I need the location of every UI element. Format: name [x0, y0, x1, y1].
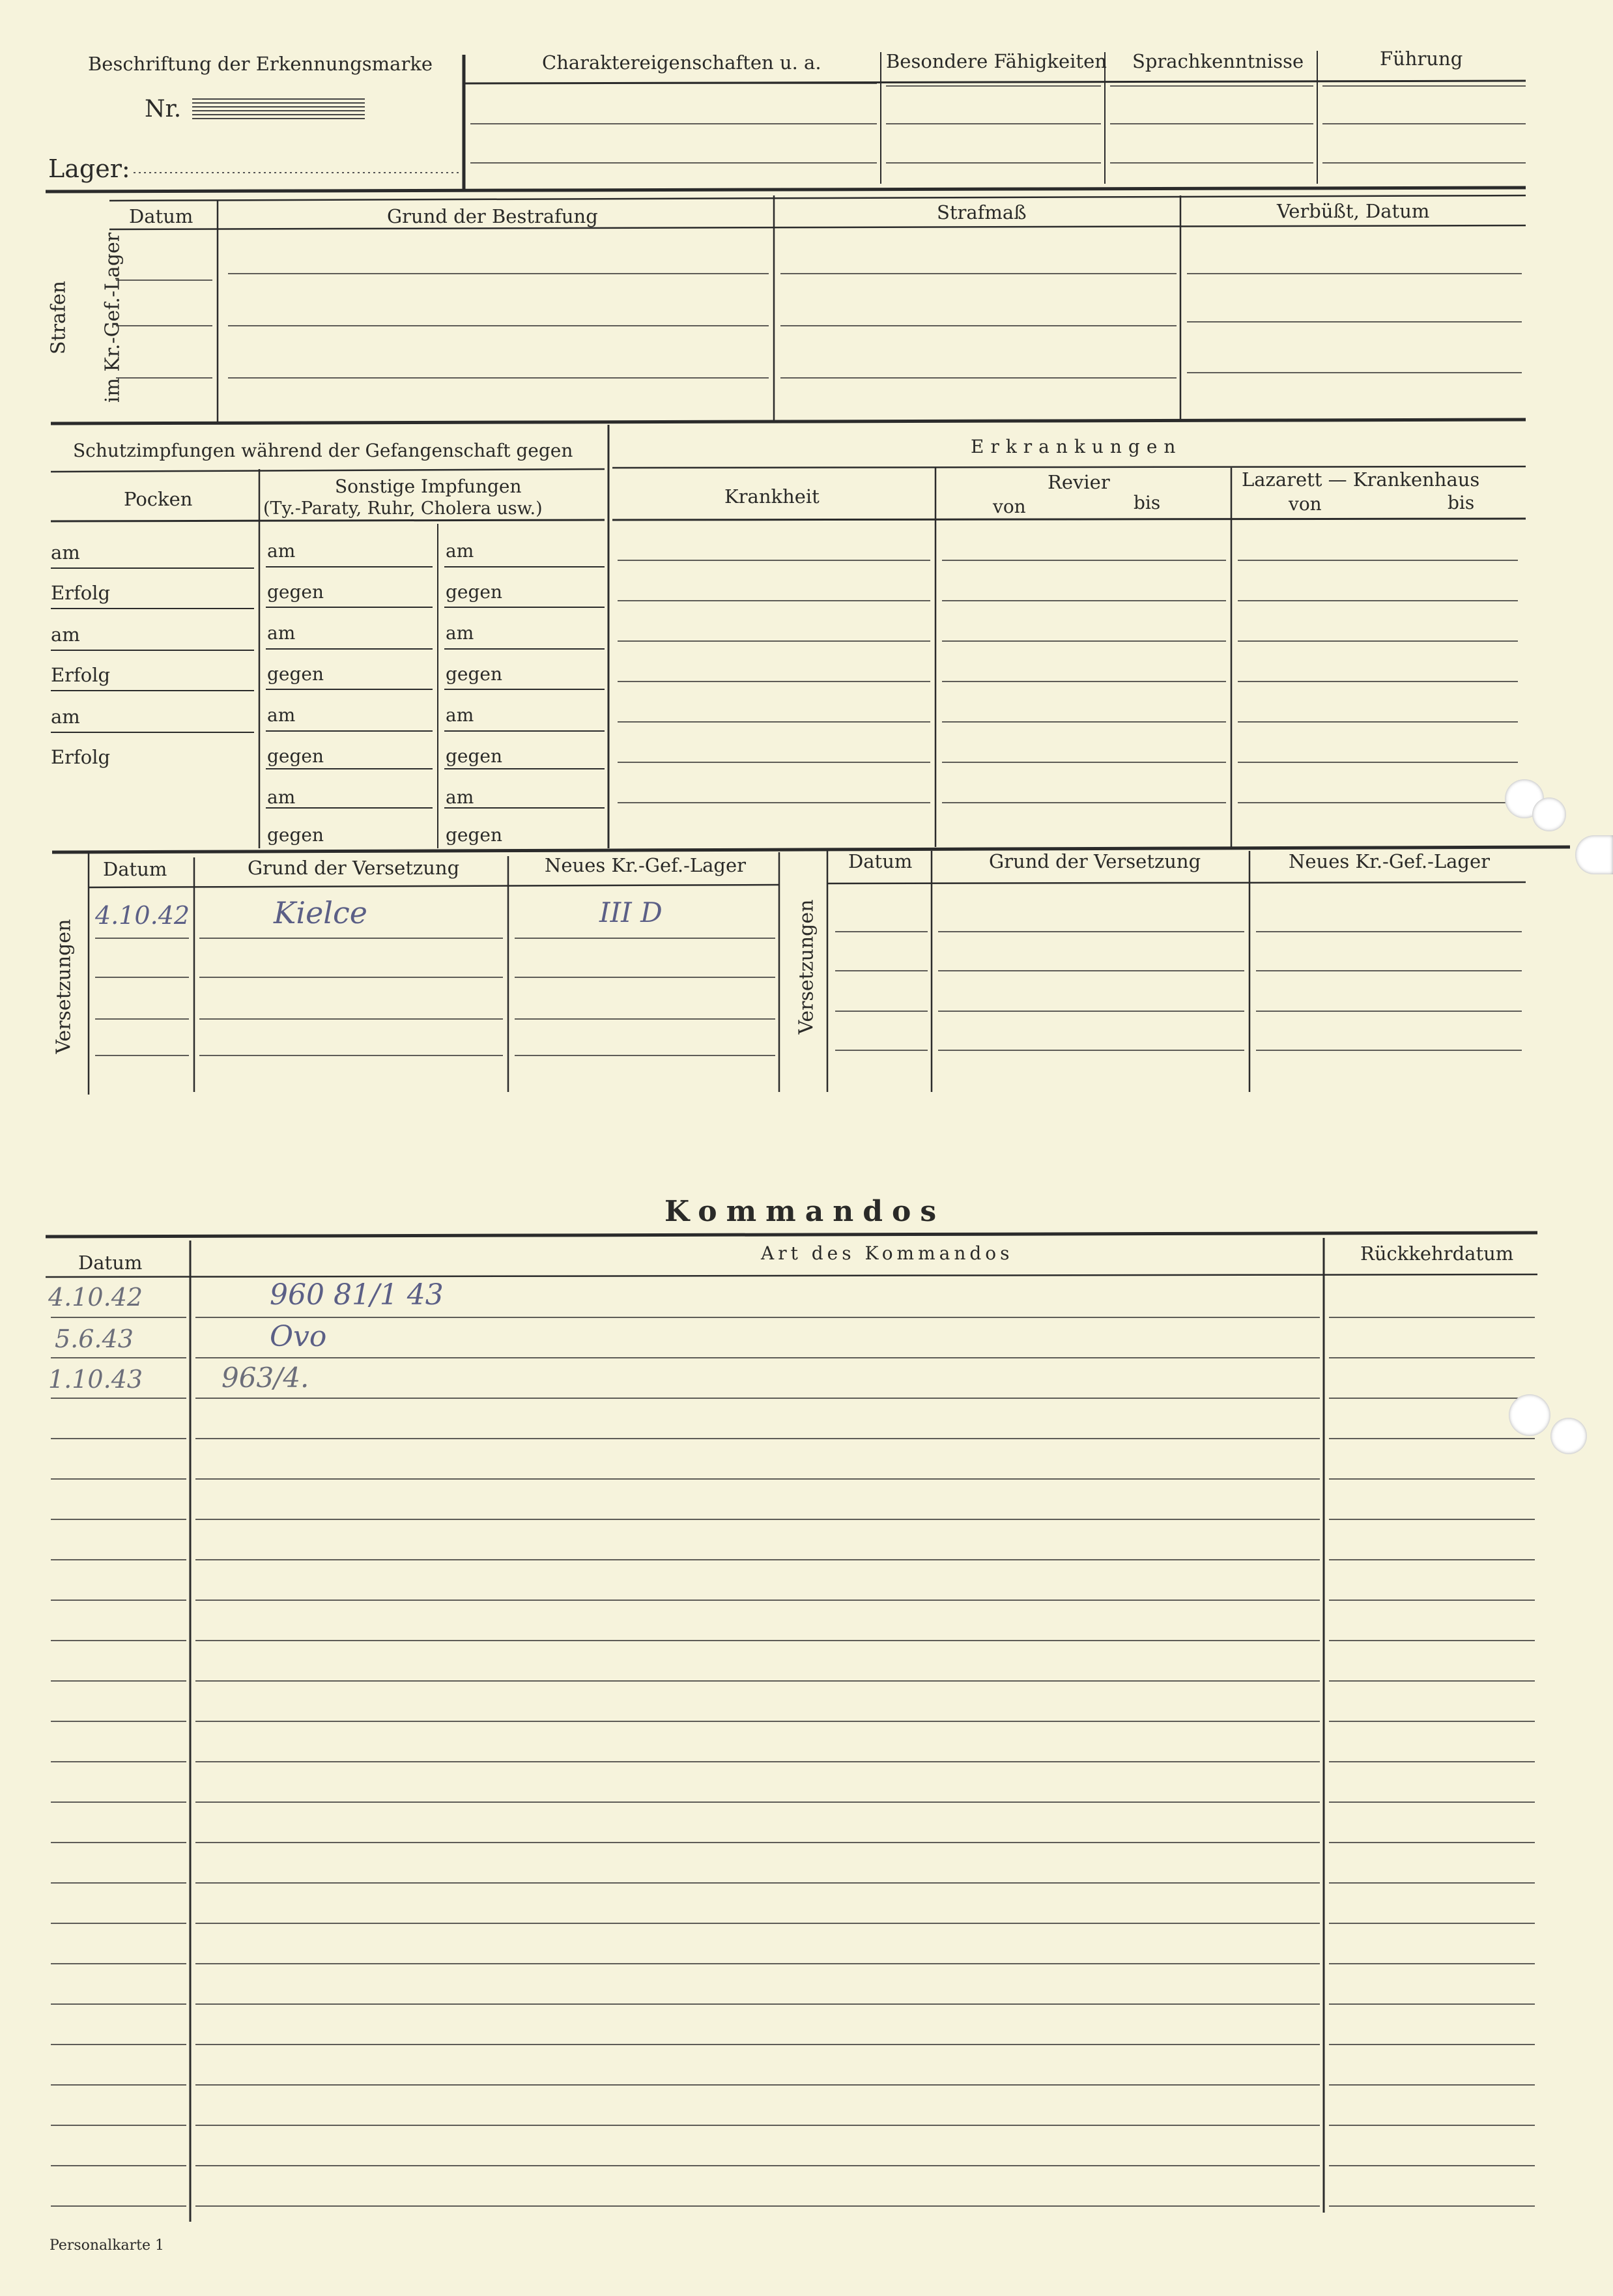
- punch-hole-1b: [1532, 797, 1566, 831]
- kommando-row-1-datum: 4.10.42: [48, 1283, 143, 1312]
- sonstige-subheader: (Ty.-Paraty, Ruhr, Cholera usw.): [263, 498, 543, 519]
- sonst-gegen-3a: gegen: [267, 745, 324, 767]
- vers-entry-datum: 4.10.42: [95, 901, 190, 930]
- fuehrung-label: Führung: [1380, 48, 1463, 70]
- verbuesst-header: Verbüßt, Datum: [1277, 200, 1430, 222]
- erkrankungen-title: Erkrankungen: [971, 436, 1182, 457]
- vers-neues-header-left: Neues Kr.-Gef.-Lager: [545, 854, 747, 876]
- pocken-erfolg-3: Erfolg: [51, 746, 111, 768]
- kommandos-title: Kommandos: [664, 1195, 946, 1228]
- sonst-gegen-1b: gegen: [446, 581, 503, 603]
- sonst-am-4a: am: [267, 786, 296, 808]
- sonst-am-1b: am: [446, 540, 474, 562]
- rule-line: [612, 466, 1526, 468]
- strafen-bottom-rule: [51, 420, 1526, 423]
- kommando-row-2-datum: 5.6.43: [55, 1325, 134, 1353]
- kommandos-datum-header: Datum: [78, 1252, 143, 1274]
- sonst-am-2a: am: [267, 622, 296, 644]
- vers-datum-header-left: Datum: [103, 858, 167, 880]
- kommandos-art-header: Art des Kommandos: [761, 1242, 1014, 1264]
- rule-line: [51, 469, 605, 472]
- strafen-grund-header: Grund der Bestrafung: [387, 205, 598, 227]
- rule-line: [612, 519, 1526, 520]
- footer-label: Personalkarte 1: [50, 2237, 165, 2254]
- vers-grund-header-left: Grund der Versetzung: [248, 857, 460, 879]
- rule-line: [89, 885, 779, 887]
- faehigkeiten-label: Besondere Fähigkeiten: [886, 50, 1107, 72]
- punch-hole-2a: [1509, 1394, 1550, 1436]
- impfungen-bottom-rule: [52, 847, 1570, 852]
- strafen-side-label: Strafen: [47, 281, 70, 355]
- nr-label: Nr.: [145, 96, 182, 122]
- kommandos-rueckkehr-header: Rückkehrdatum: [1360, 1242, 1514, 1265]
- sonst-am-4b: am: [446, 786, 474, 808]
- sonst-gegen-4b: gegen: [446, 824, 503, 846]
- punch-hole-1c: [1575, 835, 1613, 874]
- strafmass-header: Strafmaß: [937, 201, 1027, 223]
- lazarett-von: von: [1289, 493, 1322, 515]
- versetzungen-side-label-left: Versetzungen: [52, 919, 76, 1054]
- kommandos-top-rule: [46, 1233, 1537, 1237]
- pocken-am-1: am: [51, 541, 80, 564]
- krankheit-header: Krankheit: [724, 485, 820, 508]
- pocken-am-3: am: [51, 706, 80, 728]
- kommando-row-3-datum: 1.10.43: [48, 1365, 143, 1394]
- strafen-datum-header: Datum: [129, 205, 193, 227]
- impfungen-title: Schutzimpfungen während der Gefangenschaft gegen: [73, 440, 573, 461]
- revier-von: von: [993, 496, 1026, 517]
- revier-bis: bis: [1134, 492, 1161, 513]
- kommando-row-2-art: Ovo: [270, 1320, 327, 1353]
- vers-grund-header-right: Grund der Versetzung: [989, 850, 1201, 872]
- kommando-row-1-art: 960 81/1 43: [270, 1278, 444, 1312]
- revier-header: Revier: [1048, 471, 1110, 493]
- charakter-label: Charaktereigenschaften u. a.: [542, 51, 821, 74]
- sonst-am-3b: am: [446, 704, 474, 726]
- rule-line: [109, 225, 1526, 229]
- sonst-gegen-2a: gegen: [267, 663, 324, 685]
- punch-hole-2b: [1550, 1418, 1587, 1454]
- sonst-gegen-4a: gegen: [267, 824, 324, 846]
- sonst-gegen-1a: gegen: [267, 581, 324, 603]
- lazarett-header: Lazarett — Krankenhaus: [1242, 468, 1480, 491]
- vers-entry-grund: Kielce: [274, 895, 367, 930]
- pocken-header: Pocken: [124, 488, 193, 510]
- sonst-am-3a: am: [267, 704, 296, 726]
- kommando-row-3-art: 963/4.: [221, 1362, 309, 1394]
- rule-line: [46, 1274, 1537, 1277]
- vers-neues-header-right: Neues Kr.-Gef.-Lager: [1289, 850, 1491, 872]
- sprach-label: Sprachkenntnisse: [1132, 50, 1304, 72]
- erkennungsmarke-label: Beschriftung der Erkennungsmarke: [88, 53, 433, 75]
- sonst-am-1a: am: [267, 540, 296, 562]
- sonst-gegen-3b: gegen: [446, 745, 503, 767]
- rule-line: [109, 195, 1526, 201]
- pocken-erfolg-2: Erfolg: [51, 664, 111, 686]
- sonst-gegen-2b: gegen: [446, 663, 503, 685]
- vers-entry-lager: III D: [599, 897, 663, 928]
- strafen-side-label-2: im Kr.-Gef.-Lager: [101, 232, 124, 403]
- pocken-am-2: am: [51, 624, 80, 646]
- versetzungen-side-label-right: Versetzungen: [795, 899, 818, 1035]
- lazarett-bis: bis: [1448, 492, 1475, 513]
- rule-line: [51, 520, 605, 521]
- sonstige-header: Sonstige Impfungen: [335, 476, 522, 497]
- lager-label: Lager:: [48, 154, 130, 183]
- top-section-bottom-rule: [46, 188, 1526, 192]
- pocken-erfolg-1: Erfolg: [51, 582, 111, 604]
- sonst-am-2b: am: [446, 622, 474, 644]
- vers-datum-header-right: Datum: [848, 850, 913, 872]
